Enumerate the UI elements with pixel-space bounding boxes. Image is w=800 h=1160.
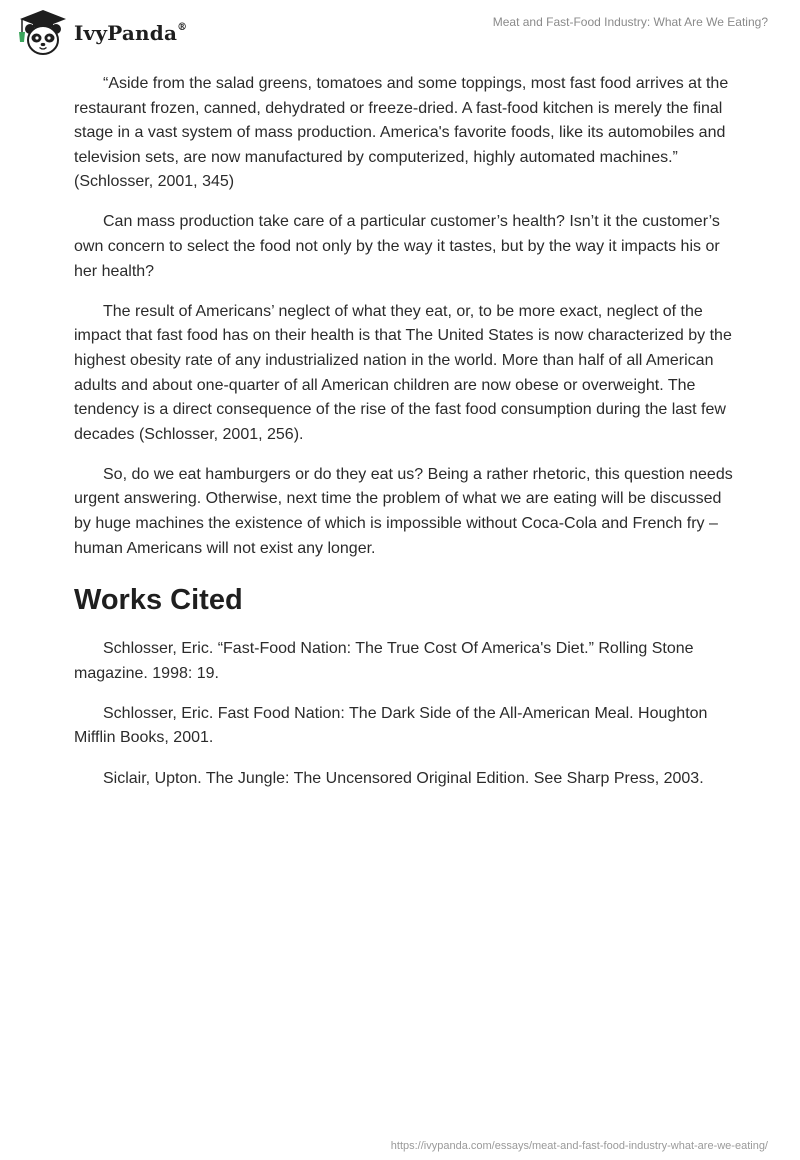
essay-content bbox=[74, 72, 734, 807]
document-title: Meat and Fast-Food Industry: What Are We Eating? bbox=[492, 15, 768, 29]
logo-wordmark: IvyPanda® bbox=[74, 21, 188, 45]
works-cited-heading: Works Cited bbox=[74, 584, 243, 617]
page-header bbox=[0, 0, 800, 70]
citation-entry: Siclair, Upton. The Jungle: The Uncensored Original Edition. See Sharp Press, 2003. bbox=[103, 769, 704, 787]
citation-entry: Schlosser, Eric. “Fast-Food Nation: The True Cost Of America's Diet.” Rolling Stone magazine. 1998: 19. bbox=[74, 640, 694, 682]
citation-entry: Schlosser, Eric. Fast Food Nation: The Dark Side of the All-American Meal. Houghton Mifflin Books, 2001. bbox=[74, 704, 708, 747]
body-paragraph: So, do we eat hamburgers or do they eat us? Being a rather rhetoric, this question needs urgent answering. Otherwise, next time the problem of what we are eating will be discussed by huge machines the existence of which is impossible without Coca-Cola and French fry – human Americans will not exist any longer. bbox=[74, 465, 733, 557]
body-paragraph: Can mass production take care of a particular customer’s health? Isn’t it the customer’s own concern to select the food not only by the way it tastes, but by the way it impacts his or her health? bbox=[74, 213, 720, 280]
source-url-link[interactable]: https://ivypanda.com/essays/meat-and-fast-food-industry-what-are-we-eating/ bbox=[390, 1140, 768, 1152]
body-paragraph: “Aside from the salad greens, tomatoes and some toppings, most fast food arrives at the restaurant frozen, canned, dehydrated or freeze-dried. A fast-food kitchen is merely the final stage in a vast system of mass production. America's favorite foods, like its automobiles and television sets, are now manufactured by computerized, highly automated machines.” (Schlosser, 2001, 345) bbox=[74, 75, 729, 191]
panda-graduate-icon bbox=[14, 8, 72, 58]
body-paragraph: The result of Americans’ neglect of what they eat, or, to be more exact, neglect of the impact that fast food has on their health is that The United States is now characterized by the highest obesity rate of any industrialized nation in the world. More than half of all American adults and about one-quarter of all American children are now obese or overweight. The tendency is a direct consequence of the rise of the fast food consumption during the last few decades (Schlosser, 2001, 256). bbox=[74, 302, 732, 443]
ivypanda-logo[interactable] bbox=[14, 8, 187, 58]
